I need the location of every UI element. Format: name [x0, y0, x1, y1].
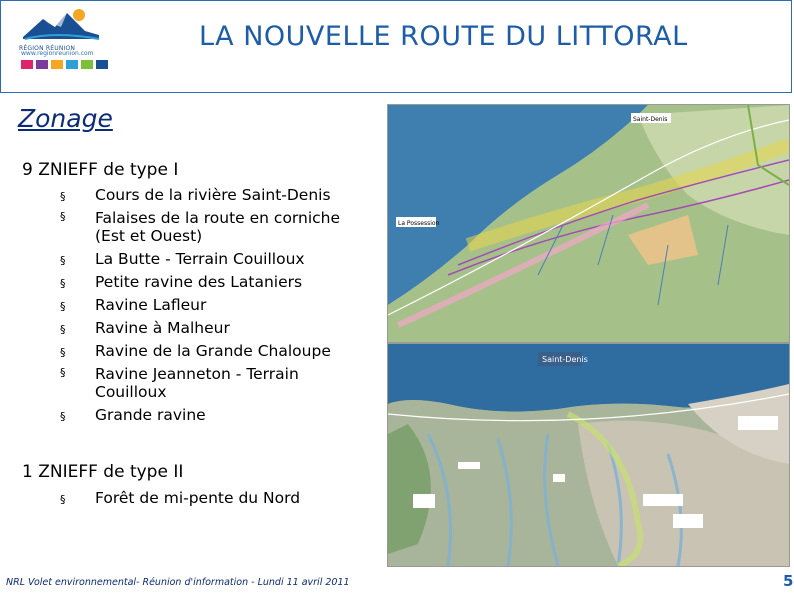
bullet-icon: § [60, 323, 66, 336]
list-item: § Ravine Jeanneton - Terrain Couilloux [60, 365, 299, 401]
logo-mountain-icon [15, 5, 107, 45]
znieff-type2-heading: 1 ZNIEFF de type II [22, 462, 184, 482]
bullet-icon: § [60, 346, 66, 359]
page-title: Zonage [18, 104, 113, 133]
banner-title: LA NOUVELLE ROUTE DU LITTORAL [199, 21, 688, 52]
slide-header [0, 0, 792, 93]
bullet-icon: § [60, 366, 66, 379]
znieff-type1-heading: 9 ZNIEFF de type I [22, 160, 179, 180]
list-item: § La Butte - Terrain Couilloux [60, 248, 370, 271]
bullet-icon: § [60, 493, 66, 506]
list-item: § Falaises de la route en corniche (Est et Ouest) [60, 209, 341, 245]
map-label-saint-denis: Saint-Denis [542, 355, 588, 364]
znieff-type1-list [60, 184, 370, 427]
logo-text: RÉGION RÉUNION [19, 45, 76, 52]
bullet-icon: § [60, 410, 66, 423]
page-number: 5 [783, 572, 794, 590]
list-item: § Forêt de mi-pente du Nord [60, 487, 370, 510]
bullet-icon: § [60, 254, 66, 267]
logo-url: www.regionreunion.com [21, 50, 94, 57]
list-item: § Grande ravine [60, 404, 370, 427]
list-item: § Petite ravine des Lataniers [60, 271, 370, 294]
list-item: § Ravine à Malheur [60, 317, 370, 340]
list-item: § Cours de la rivière Saint-Denis [60, 184, 370, 207]
znieff-type2-list [60, 487, 370, 510]
map-znieff-west [387, 104, 790, 343]
region-reunion-logo [15, 5, 107, 71]
bullet-icon: § [60, 190, 66, 203]
list-item: § Ravine de la Grande Chaloupe [60, 340, 370, 363]
bullet-icon: § [60, 300, 66, 313]
map-label-la-possession: La Possession [398, 220, 440, 227]
list-item: § Ravine Lafleur [60, 294, 370, 317]
map-znieff-saint-denis [387, 343, 790, 567]
bullet-icon: § [60, 277, 66, 290]
logo-color-squares [21, 60, 108, 69]
map-label-saint-denis: Saint-Denis [633, 116, 668, 123]
bullet-icon: § [60, 210, 66, 223]
footer-text: NRL Volet environnemental- Réunion d'information - Lundi 11 avril 2011 [6, 577, 350, 588]
